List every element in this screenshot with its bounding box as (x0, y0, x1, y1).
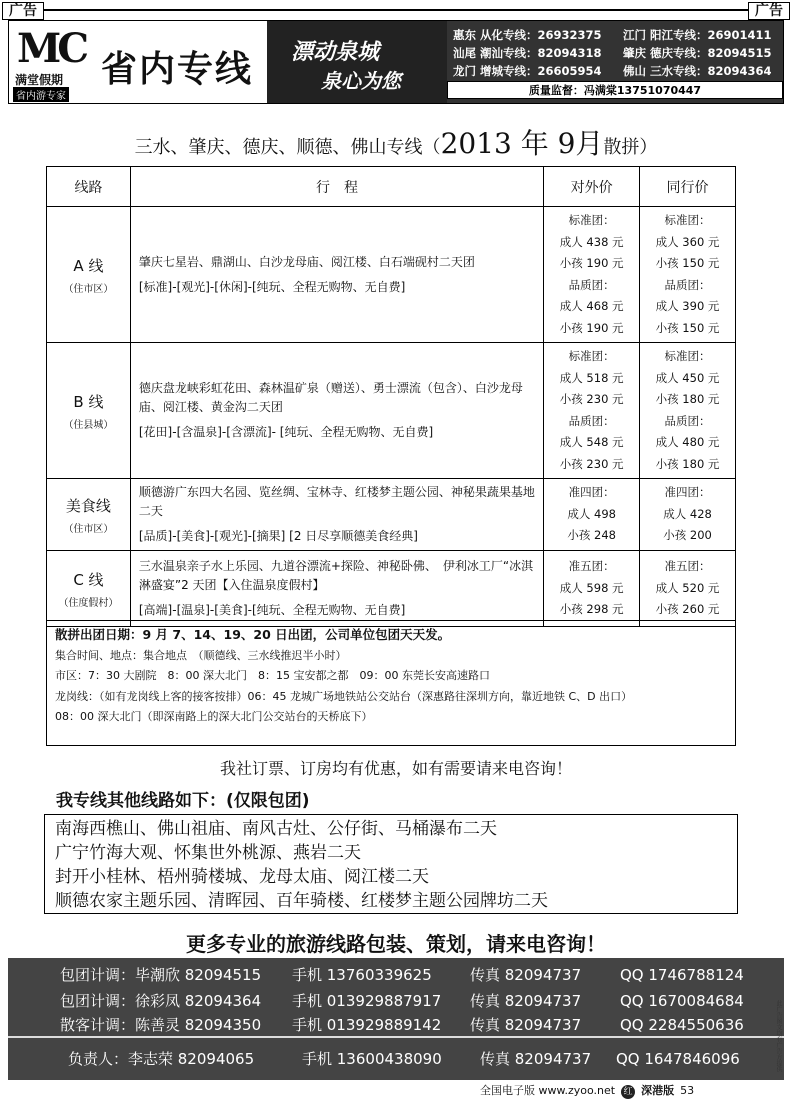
hotline-item: 佛山 三水专线：82094364 (623, 64, 772, 78)
ad-label-right: 广告 (748, 2, 790, 20)
public-price-cell: 准五团： 成人 598 元 小孩 298 元 (544, 551, 640, 627)
other-routes-title: 我专线其他线路如下：(仅限包团) (56, 791, 310, 811)
route-description: 三水温泉亲子水上乐园、九道谷漂流+探险、神秘卧佛、 伊利冰工厂“冰淇淋盛宴”2 天团【入住温泉度假村】 (138, 559, 534, 592)
route-tags: [品质]-[美食]-[观光]-[摘果] [2 日尽享顺德美食经典] (138, 529, 418, 543)
line-accommodation: （住市区） (63, 523, 114, 535)
heading-prefix: 三水、肇庆、德庆、顺德、佛山专线（ (134, 137, 441, 158)
page-number: 53 (680, 1084, 695, 1097)
route-tags: [高端]-[温泉]-[美食]-[纯玩、全程无购物、无自费] (138, 603, 406, 617)
more-routes-message: 更多专业的旅游线路包装、策划，请来电咨询！ (186, 932, 606, 956)
logo-mark: MC (17, 25, 86, 72)
line-name: 美食线 (65, 496, 111, 515)
hotline-panel (447, 21, 783, 103)
gathering-info: 集合时间、地点：集合地点 （顺德线、三水线推迟半小时） (55, 648, 347, 662)
edition-label: 全国电子版 www.zyoo.net (480, 1084, 616, 1097)
route-cell (130, 343, 543, 479)
agency-logo (13, 25, 97, 101)
edition-name: 深港版 (641, 1084, 675, 1097)
line-accommodation: （住度假村） (58, 597, 119, 609)
logo-subtext: 省内游专家 (13, 87, 69, 102)
line-name: B 线 (73, 392, 104, 411)
hotline-item: 江门 阳江专线：26901411 (623, 28, 772, 42)
hotline-row (453, 63, 772, 79)
hotline-row (453, 27, 772, 43)
manager-mobile: 手机 13600438090 (302, 1050, 442, 1068)
line-cell (47, 479, 131, 551)
staff-contacts (8, 958, 784, 1080)
staff-row (60, 1014, 744, 1035)
staff-name-phone: 散客计调：陈善灵 82094350 (60, 1016, 262, 1034)
top-rule (44, 9, 748, 11)
route-tags: [标准]-[观光]-[休闲]-[纯玩、全程无购物、无自费] (138, 279, 406, 294)
route-cell (130, 207, 543, 343)
agency-header (8, 20, 784, 104)
table-row (47, 343, 736, 479)
page-footer (480, 1082, 700, 1099)
line-cell (47, 343, 131, 479)
staff-mobile: 手机 013929889142 (292, 1016, 442, 1034)
public-price-cell: 标准团： 成人 438 元 小孩 190 元 品质团： 成人 468 元 小孩 190 元 (544, 207, 640, 343)
public-price-cell: 准四团： 成人 498 小孩 248 (544, 479, 640, 551)
line-name: A 线 (73, 256, 104, 275)
staff-row (60, 964, 744, 985)
peer-price-cell: 准五团： 成人 520 元 小孩 260 元 (640, 551, 736, 627)
list-item: 封开小桂林、梧州骑楼城、龙母太庙、阅江楼二天 (55, 867, 429, 887)
public-price-cell: 标准团： 成人 518 元 小孩 230 元 品质团： 成人 548 元 小孩 230 元 (544, 343, 640, 479)
list-item: 广宁竹海大观、怀集世外桃源、燕岩二天 (55, 843, 361, 863)
side-disclaimer: 此广告图文均有广告方提供 (775, 1000, 782, 1072)
logo-text: 满堂假期 (15, 73, 64, 87)
line-accommodation: （住市区） (63, 283, 114, 295)
header-public-price: 对外价 (544, 167, 640, 207)
staff-qq: QQ 1746788124 (620, 966, 744, 984)
slogan-banner (267, 21, 447, 103)
heading-suffix: 散拼） (603, 137, 658, 158)
staff-fax: 传真 82094737 (470, 1016, 582, 1034)
departure-dates: 散拼出团日期：9 月 7、14、19、20 日出团，公司单位包团天天发。 (55, 627, 451, 642)
slogan-line-1: 漂动泉城 (291, 40, 380, 65)
hotline-item: 惠东 从化专线：26932375 (453, 28, 602, 42)
staff-row (60, 990, 744, 1011)
table-row (47, 479, 736, 551)
table-header-row (47, 167, 736, 207)
tour-price-table (46, 166, 736, 627)
staff-qq: QQ 2284550636 (620, 1016, 744, 1034)
peer-price-cell: 标准团： 成人 360 元 小孩 150 元 品质团： 成人 390 元 小孩 150 元 (640, 207, 736, 343)
longgang-pickup: 龙岗线：（如有龙岗线上客的接客按排）06：45 龙城广场地铁站公交站台（深惠路往深圳方向，靠近地铁 C、D 出口） (55, 689, 633, 703)
manager-fax: 传真 82094737 (480, 1050, 592, 1068)
staff-fax: 传真 82094737 (470, 992, 582, 1010)
peer-price-cell: 准四团： 成人 428 小孩 200 (640, 479, 736, 551)
route-cell (130, 551, 543, 627)
other-routes-list (44, 814, 738, 914)
list-item: 顺德农家主题乐园、清晖园、百年骑楼、红楼梦主题公园牌坊二天 (55, 891, 548, 911)
header-line: 线路 (47, 167, 131, 207)
staff-mobile: 手机 013929887917 (292, 992, 442, 1010)
table-row (47, 551, 736, 627)
header-route: 行 程 (130, 167, 543, 207)
hotline-item: 龙门 增城专线：26605954 (453, 64, 602, 78)
list-item: 南海西樵山、佛山祖庙、南风古灶、公仔街、马桶瀑布二天 (55, 819, 497, 839)
heading-date: 2013 年 9月 (440, 127, 604, 160)
route-description: 肇庆七星岩、鼎湖山、白沙龙母庙、阅江楼、白石端砚村二天团 (138, 254, 475, 269)
hotline-item: 肇庆 德庆专线：82094515 (623, 46, 772, 60)
header-peer-price: 同行价 (640, 167, 736, 207)
line-accommodation: （住县城） (63, 419, 114, 431)
table-row (47, 207, 736, 343)
footer-divider (8, 1036, 784, 1038)
hotline-item: 汕尾 潮汕专线：82094318 (453, 46, 602, 60)
route-tags: [花田]-[含温泉]-[含漂流]- [纯玩、全程无购物、无自费] (138, 425, 434, 439)
staff-mobile: 手机 13760339625 (292, 966, 432, 984)
manager-name-phone: 负责人：李志荣 82094065 (68, 1050, 255, 1068)
red-circle-icon: 红 (621, 1085, 635, 1099)
ad-label-left: 广告 (2, 2, 44, 20)
brand-title: 省内专线 (101, 48, 254, 90)
quality-supervision: 质量监督：冯满棠13751070447 (447, 81, 783, 99)
staff-qq: QQ 1670084684 (620, 992, 744, 1010)
hotline-row (453, 45, 772, 61)
route-description: 顺德游广东四大名园、览丝绸、宝林寺、红楼梦主题公园、神秘果蔬果基地二天 (138, 485, 535, 518)
page-heading (0, 122, 792, 162)
route-cell (130, 479, 543, 551)
departure-notes (46, 620, 736, 746)
line-cell (47, 207, 131, 343)
route-description: 德庆盘龙峡彩虹花田、森林温矿泉（赠送）、勇士漂流（包含）、白沙龙母庙、阅江楼、黄金沟二天团 (138, 381, 523, 414)
staff-fax: 传真 82094737 (470, 966, 582, 984)
staff-name-phone: 包团计调：毕潮欣 82094515 (60, 966, 262, 984)
slogan-line-2: 泉心为您 (321, 69, 401, 93)
peer-price-cell: 标准团： 成人 450 元 小孩 180 元 品质团： 成人 480 元 小孩 180 元 (640, 343, 736, 479)
booking-discount-message: 我社订票、订房均有优惠，如有需要请来电咨询！ (219, 759, 572, 778)
line-cell (47, 551, 131, 627)
line-name: C 线 (73, 570, 104, 589)
north-gate-pickup: 08：00 深大北门（即深南路上的深大北门公交站台的天桥底下） (55, 710, 373, 723)
manager-row (68, 1048, 740, 1069)
city-pickup: 市区：7：30 大剧院 8：00 深大北门 8：15 宝安都之都 09：00 东莞长安高速路口 (55, 669, 490, 682)
manager-qq: QQ 1647846096 (616, 1050, 740, 1068)
staff-name-phone: 包团计调：徐彩凤 82094364 (60, 992, 262, 1010)
